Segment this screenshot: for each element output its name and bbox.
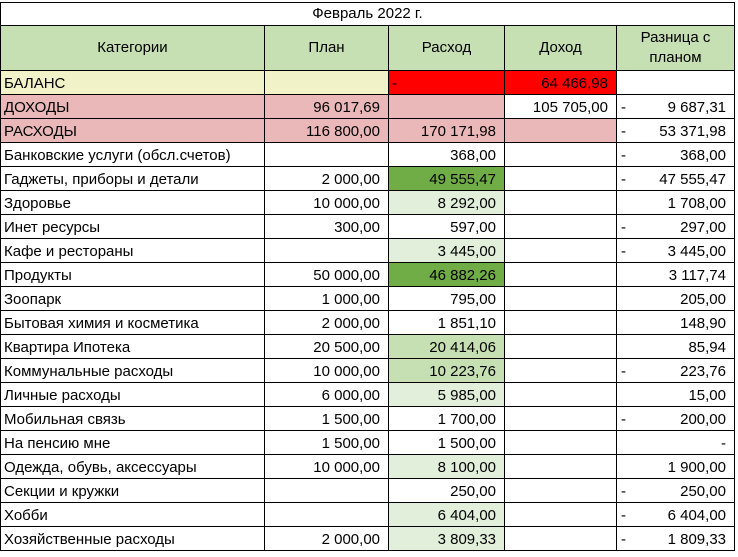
expense-summary-expense[interactable]: 170 171,98 bbox=[389, 119, 505, 143]
diff-value: 3 117,74 bbox=[668, 267, 726, 284]
income-summary-row bbox=[1, 95, 735, 119]
category-cell[interactable]: Инет ресурсы bbox=[1, 215, 265, 239]
diff-cell[interactable] bbox=[617, 407, 735, 431]
balance-income[interactable]: 64 466,98 bbox=[505, 71, 617, 95]
diff-sign: - bbox=[621, 219, 626, 236]
diff-sign: - bbox=[621, 483, 626, 500]
income-cell[interactable] bbox=[505, 263, 617, 287]
category-cell[interactable]: Зоопарк bbox=[1, 287, 265, 311]
diff-value: 3 445,00 bbox=[667, 243, 726, 260]
category-cell[interactable]: Кафе и рестораны bbox=[1, 239, 265, 263]
diff-sign: - bbox=[621, 171, 626, 188]
income-cell[interactable] bbox=[505, 239, 617, 263]
expense-cell[interactable]: 3 445,00 bbox=[389, 239, 505, 263]
plan-cell[interactable]: 2 000,00 bbox=[265, 311, 389, 335]
plan-cell[interactable] bbox=[265, 503, 389, 527]
income-summary-label[interactable]: ДОХОДЫ bbox=[1, 95, 265, 119]
diff-cell[interactable] bbox=[617, 335, 735, 359]
diff-value: 1 708,00 bbox=[667, 195, 726, 212]
plan-cell[interactable]: 10 000,00 bbox=[265, 191, 389, 215]
income-cell[interactable] bbox=[505, 335, 617, 359]
category-cell[interactable]: Секции и кружки bbox=[1, 479, 265, 503]
diff-sign: - bbox=[621, 147, 626, 164]
category-row bbox=[1, 167, 735, 191]
diff-sign: - bbox=[621, 507, 626, 524]
category-cell[interactable]: Банковские услуги (обсл.счетов) bbox=[1, 143, 265, 167]
expense-cell[interactable]: 6 404,00 bbox=[389, 503, 505, 527]
diff-value: 53 371,98 bbox=[659, 123, 726, 140]
category-cell[interactable]: Коммунальные расходы bbox=[1, 359, 265, 383]
income-cell[interactable] bbox=[505, 383, 617, 407]
category-cell[interactable]: Хозяйственные расходы bbox=[1, 527, 265, 551]
expense-cell[interactable]: 368,00 bbox=[389, 143, 505, 167]
category-row bbox=[1, 527, 735, 551]
plan-cell[interactable]: 50 000,00 bbox=[265, 263, 389, 287]
income-cell[interactable] bbox=[505, 503, 617, 527]
expense-summary-label[interactable]: РАСХОДЫ bbox=[1, 119, 265, 143]
diff-value: 15,00 bbox=[688, 387, 726, 404]
plan-cell[interactable]: 300,00 bbox=[265, 215, 389, 239]
category-cell[interactable]: Квартира Ипотека bbox=[1, 335, 265, 359]
expense-cell[interactable]: 1 700,00 bbox=[389, 407, 505, 431]
category-cell[interactable]: Гаджеты, приборы и детали bbox=[1, 167, 265, 191]
diff-cell[interactable] bbox=[617, 263, 735, 287]
category-row bbox=[1, 263, 735, 287]
expense-summary-plan[interactable]: 116 800,00 bbox=[265, 119, 389, 143]
category-row bbox=[1, 383, 735, 407]
diff-cell[interactable] bbox=[617, 191, 735, 215]
diff-value: 223,76 bbox=[680, 363, 726, 380]
income-summary-diff[interactable] bbox=[617, 95, 735, 119]
expense-cell[interactable]: 49 555,47 bbox=[389, 167, 505, 191]
plan-cell[interactable]: 2 000,00 bbox=[265, 527, 389, 551]
diff-cell[interactable] bbox=[617, 239, 735, 263]
diff-cell[interactable] bbox=[617, 503, 735, 527]
income-summary-expense[interactable] bbox=[389, 95, 505, 119]
category-row bbox=[1, 359, 735, 383]
expense-cell[interactable]: 8 292,00 bbox=[389, 191, 505, 215]
diff-cell[interactable] bbox=[617, 215, 735, 239]
category-row bbox=[1, 503, 735, 527]
income-summary-income[interactable]: 105 705,00 bbox=[505, 95, 617, 119]
diff-value: 9 687,31 bbox=[667, 99, 726, 116]
plan-cell[interactable] bbox=[265, 479, 389, 503]
balance-row bbox=[1, 71, 735, 95]
balance-plan[interactable] bbox=[265, 71, 389, 95]
expense-summary-income[interactable] bbox=[505, 119, 617, 143]
expense-cell[interactable]: 8 100,00 bbox=[389, 455, 505, 479]
diff-cell[interactable] bbox=[617, 143, 735, 167]
title-row bbox=[1, 3, 735, 26]
category-row bbox=[1, 287, 735, 311]
income-cell[interactable] bbox=[505, 431, 617, 455]
plan-cell[interactable]: 10 000,00 bbox=[265, 455, 389, 479]
plan-cell[interactable]: 1 500,00 bbox=[265, 407, 389, 431]
diff-cell[interactable] bbox=[617, 455, 735, 479]
diff-sign: - bbox=[621, 99, 626, 116]
diff-value: 148,90 bbox=[680, 315, 726, 332]
income-cell[interactable] bbox=[505, 455, 617, 479]
category-cell[interactable]: Здоровье bbox=[1, 191, 265, 215]
category-row bbox=[1, 239, 735, 263]
header-income[interactable]: Доход bbox=[505, 26, 617, 71]
plan-cell[interactable]: 1 000,00 bbox=[265, 287, 389, 311]
header-diff[interactable]: Разница с планом bbox=[617, 26, 735, 71]
expense-cell[interactable]: 795,00 bbox=[389, 287, 505, 311]
category-row bbox=[1, 431, 735, 455]
income-cell[interactable] bbox=[505, 167, 617, 191]
category-row bbox=[1, 407, 735, 431]
header-expense[interactable]: Расход bbox=[389, 26, 505, 71]
diff-cell[interactable] bbox=[617, 383, 735, 407]
expense-cell[interactable]: 5 985,00 bbox=[389, 383, 505, 407]
category-row bbox=[1, 479, 735, 503]
plan-cell[interactable] bbox=[265, 239, 389, 263]
diff-value: 85,94 bbox=[688, 339, 726, 356]
diff-sign: - bbox=[621, 411, 626, 428]
diff-cell[interactable] bbox=[617, 359, 735, 383]
diff-cell[interactable] bbox=[617, 311, 735, 335]
expense-summary-row bbox=[1, 119, 735, 143]
income-cell[interactable] bbox=[505, 191, 617, 215]
sheet-title[interactable]: Февраль 2022 г. bbox=[1, 3, 735, 26]
category-cell[interactable]: На пенсию мне bbox=[1, 431, 265, 455]
income-cell[interactable] bbox=[505, 359, 617, 383]
plan-cell[interactable]: 20 500,00 bbox=[265, 335, 389, 359]
expense-summary-diff[interactable] bbox=[617, 119, 735, 143]
diff-cell[interactable] bbox=[617, 431, 735, 455]
category-cell[interactable]: Продукты bbox=[1, 263, 265, 287]
diff-cell[interactable] bbox=[617, 167, 735, 191]
diff-value: - bbox=[721, 435, 726, 452]
diff-value: 250,00 bbox=[680, 483, 726, 500]
balance-diff[interactable] bbox=[617, 71, 735, 95]
category-row bbox=[1, 191, 735, 215]
plan-cell[interactable] bbox=[265, 143, 389, 167]
category-row bbox=[1, 455, 735, 479]
category-cell[interactable]: Хобби bbox=[1, 503, 265, 527]
balance-label[interactable]: БАЛАНС bbox=[1, 71, 265, 95]
diff-value: 1 900,00 bbox=[667, 459, 726, 476]
diff-value: 200,00 bbox=[680, 411, 726, 428]
income-cell[interactable] bbox=[505, 407, 617, 431]
expense-cell[interactable]: 3 809,33 bbox=[389, 527, 505, 551]
header-plan[interactable]: План bbox=[265, 26, 389, 71]
category-cell[interactable]: Одежда, обувь, аксессуары bbox=[1, 455, 265, 479]
category-cell[interactable]: Личные расходы bbox=[1, 383, 265, 407]
plan-cell[interactable]: 10 000,00 bbox=[265, 359, 389, 383]
diff-value: 1 809,33 bbox=[667, 531, 726, 548]
income-cell[interactable] bbox=[505, 287, 617, 311]
diff-value: 6 404,00 bbox=[667, 507, 726, 524]
diff-value: 205,00 bbox=[680, 291, 726, 308]
expense-cell[interactable]: 20 414,06 bbox=[389, 335, 505, 359]
expense-cell[interactable]: 1 500,00 bbox=[389, 431, 505, 455]
income-cell[interactable] bbox=[505, 215, 617, 239]
diff-cell[interactable] bbox=[617, 527, 735, 551]
header-category[interactable]: Категории bbox=[1, 26, 265, 71]
diff-cell[interactable] bbox=[617, 479, 735, 503]
budget-table bbox=[0, 2, 735, 551]
expense-cell[interactable]: 46 882,26 bbox=[389, 263, 505, 287]
category-row bbox=[1, 143, 735, 167]
income-cell[interactable] bbox=[505, 527, 617, 551]
income-cell[interactable] bbox=[505, 143, 617, 167]
income-cell[interactable] bbox=[505, 311, 617, 335]
income-summary-plan[interactable]: 96 017,69 bbox=[265, 95, 389, 119]
income-cell[interactable] bbox=[505, 479, 617, 503]
diff-cell[interactable] bbox=[617, 287, 735, 311]
header-row bbox=[1, 26, 735, 71]
diff-sign: - bbox=[621, 531, 626, 548]
plan-cell[interactable]: 1 500,00 bbox=[265, 431, 389, 455]
plan-cell[interactable]: 2 000,00 bbox=[265, 167, 389, 191]
diff-sign: - bbox=[621, 123, 626, 140]
expense-cell[interactable]: 597,00 bbox=[389, 215, 505, 239]
category-row bbox=[1, 335, 735, 359]
diff-value: 297,00 bbox=[680, 219, 726, 236]
diff-value: 47 555,47 bbox=[659, 171, 726, 188]
expense-cell[interactable]: 1 851,10 bbox=[389, 311, 505, 335]
category-cell[interactable]: Мобильная связь bbox=[1, 407, 265, 431]
balance-expense[interactable]: - bbox=[389, 71, 505, 95]
category-row bbox=[1, 215, 735, 239]
expense-cell[interactable]: 250,00 bbox=[389, 479, 505, 503]
diff-sign: - bbox=[621, 363, 626, 380]
expense-cell[interactable]: 10 223,76 bbox=[389, 359, 505, 383]
category-row bbox=[1, 311, 735, 335]
diff-sign: - bbox=[621, 243, 626, 260]
plan-cell[interactable]: 6 000,00 bbox=[265, 383, 389, 407]
category-cell[interactable]: Бытовая химия и косметика bbox=[1, 311, 265, 335]
diff-value: 368,00 bbox=[680, 147, 726, 164]
